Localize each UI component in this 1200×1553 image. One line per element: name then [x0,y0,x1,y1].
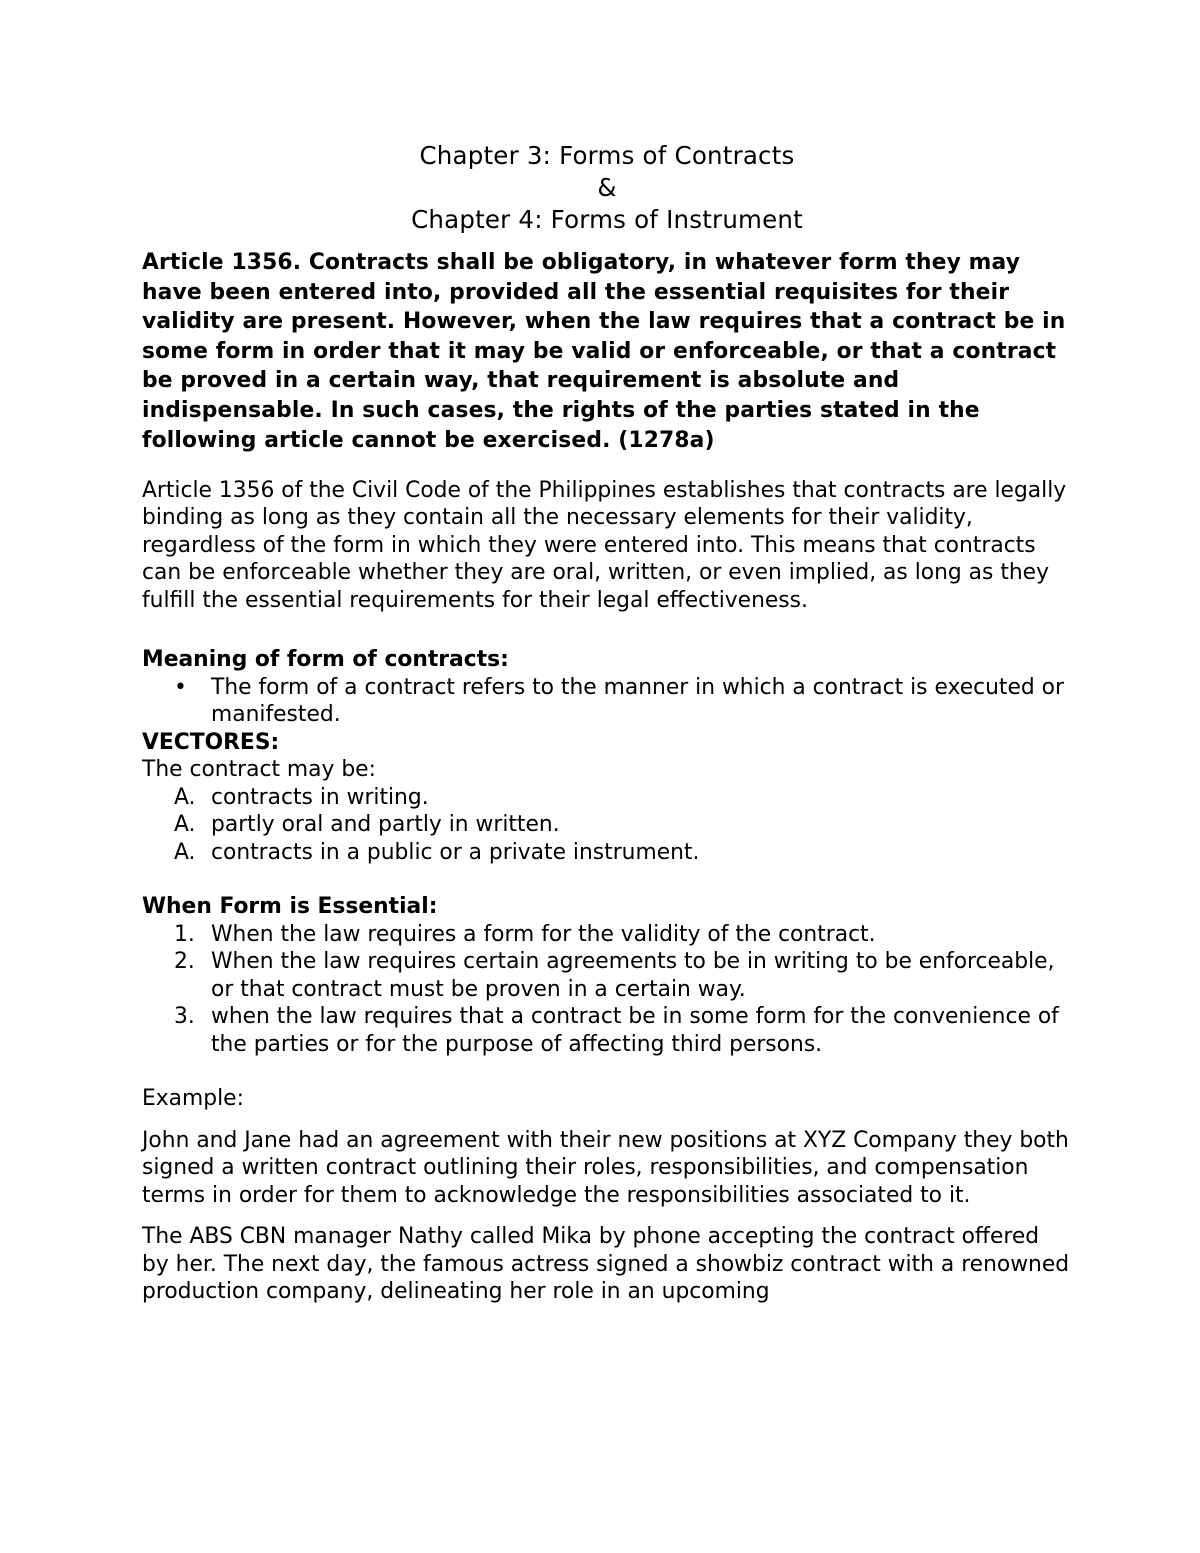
list-item [142,948,1072,1003]
list-marker: 1. [174,921,195,947]
essential-heading: When Form is Essential: [142,894,438,920]
list-marker: A. [174,839,196,865]
article-1356-text: Article 1356. Contracts shall be obligatory, in whatever form they may have been entered into, provided all the essential requisites for their validity are present. However, when the law requires that a contract be in some form in order that it may be valid or enforceable, or that a contract be proved in a certain way, that requirement is absolute and indispensable. In such cases, the rights of the parties stated in the following article cannot be exercised. (1278a) [142,250,1066,453]
vectores-heading: VECTORES: [142,729,280,755]
essential-list [142,921,1072,1059]
list-item-text: The form of a contract refers to the manner in which a contract is executed or manifested. [211,674,1064,728]
list-item-text: contracts in a public or a private instrument. [211,839,700,865]
list-item [142,784,1072,812]
list-item [142,921,1072,949]
example-paragraph-1: John and Jane had an agreement with their new positions at XYZ Company they both signed a written contract outlining their roles, responsibilities, and compensation terms in order for them to acknowledge the responsibilities associated to it. [142,1127,1069,1208]
meaning-list [142,674,1072,729]
title-ampersand: & [597,173,617,202]
example-label: Example: [142,1086,244,1112]
list-item-text: When the law requires a form for the validity of the contract. [211,921,876,947]
list-item [142,811,1072,839]
title-chapter-3: Chapter 3: Forms of Contracts [419,141,795,170]
list-marker: A. [174,784,196,810]
list-marker: A. [174,812,196,838]
vectores-intro: The contract may be: [142,757,376,783]
list-marker: 3. [174,1004,195,1030]
example-paragraph-2: The ABS CBN manager Nathy called Mika by phone accepting the contract offered by her. The next day, the famous actress signed a showbiz contract with a renowned production company, delineating her role in an upcoming [142,1224,1070,1305]
list-item-text: when the law requires that a contract be in some form for the convenience of the parties or for the purpose of affecting third persons. [211,1004,1059,1057]
list-marker: 2. [174,949,195,975]
list-item [142,674,1072,729]
list-item [142,1003,1072,1058]
vectores-list [142,784,1072,867]
document-page [142,140,1072,1306]
document-title [142,140,1072,236]
meaning-heading: Meaning of form of contracts: [142,647,509,673]
list-item-text: partly oral and partly in written. [211,812,560,838]
list-item-text: When the law requires certain agreements to be in writing to be enforceable, or that contract must be proven in a certain way. [211,949,1055,1002]
bullet-icon: • [174,674,187,700]
list-item-text: contracts in writing. [211,784,429,810]
article-explanation: Article 1356 of the Civil Code of the Philippines establishes that contracts are legally binding as long as they contain all the necessary elements for their validity, regardless of the form in which they were entered into. This means that contracts can be enforceable whether they are oral, written, or even implied, as long as they fulfill the essential requirements for their legal effectiveness. [142,477,1067,613]
title-chapter-4: Chapter 4: Forms of Instrument [411,205,803,234]
list-item [142,839,1072,867]
